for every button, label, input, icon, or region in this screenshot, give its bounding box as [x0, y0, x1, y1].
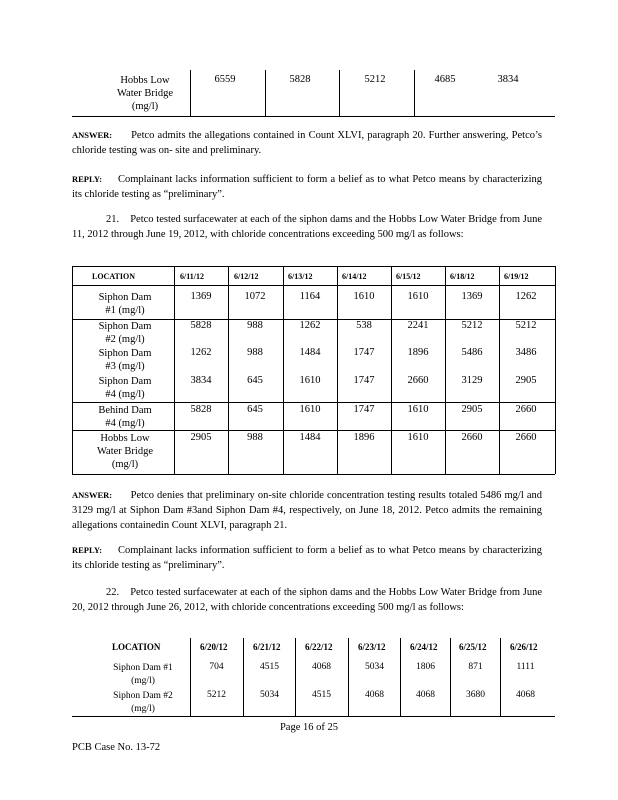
- paragraph-text: Petco tested surfacewater at each of the siphon dams and the Hobbs Low Water Bridge from June 20, 2012 through June 26, 2012, with chloride concentrations exceeding 500 mg/l as follows:: [72, 587, 543, 613]
- table-cell: 1747: [353, 404, 375, 415]
- table-row-label: Siphon Dam #4 (mg/l): [98, 376, 152, 400]
- top-cell: 6559: [214, 74, 236, 85]
- table-rule: [228, 266, 229, 474]
- table-header-date: 6/18/12: [450, 272, 475, 281]
- top-table-divider: [339, 70, 340, 116]
- paragraph-21: [72, 212, 542, 242]
- table-cell: 2905: [515, 375, 537, 386]
- table-rule: [283, 266, 284, 474]
- page-number: Page 16 of 25: [279, 722, 339, 733]
- table-header-date: 6/19/12: [504, 272, 529, 281]
- table-cell: 5486: [461, 347, 483, 358]
- table-row-label: Siphon Dam #2 (mg/l): [113, 691, 173, 714]
- table-cell: 645: [247, 375, 263, 386]
- table-row-label: Siphon Dam #1 (mg/l): [113, 663, 173, 686]
- table-cell: 1610: [299, 404, 321, 415]
- top-cell: 5828: [289, 74, 311, 85]
- table-rule: [500, 638, 501, 716]
- table-header-location: LOCATION: [112, 642, 161, 652]
- paragraph-number: 21.: [106, 214, 120, 225]
- table-cell: 1369: [461, 291, 483, 302]
- table-rule: [555, 266, 556, 474]
- table-cell: 4068: [416, 690, 435, 700]
- answer-20: [72, 128, 542, 158]
- answer-text: Petco denies that preliminary on-site chloride concentration testing results totaled 5486 mg/l and 3129 mg/l at Siphon Dam #3and Siphon Dam #4, respectively, on June 18, 2012. Petco admits the remaining allegations containedin Count XLVI, paragraph 21.: [72, 490, 542, 531]
- table-row-label: Hobbs Low Water Bridge (mg/l): [96, 433, 153, 470]
- table-cell: 1610: [299, 375, 321, 386]
- table-cell: 2905: [461, 404, 483, 415]
- table-cell: 704: [209, 662, 224, 672]
- table-cell: 4068: [312, 662, 331, 672]
- table-cell: 4068: [365, 690, 384, 700]
- table-cell: 5034: [365, 662, 384, 672]
- table-cell: 988: [247, 347, 263, 358]
- table-rule: [450, 638, 451, 716]
- table-cell: 1610: [407, 291, 429, 302]
- table-cell: 2905: [190, 432, 212, 443]
- table-cell: 1747: [353, 375, 375, 386]
- table-rule: [391, 266, 392, 474]
- table-cell: 2660: [407, 375, 429, 386]
- table-header-date: 6/15/12: [396, 272, 421, 281]
- table-header-date: 6/24/12: [410, 642, 438, 652]
- reply-text: Complainant lacks information sufficient to form a belief as to what Petco means by characterizing its chloride testing as “preliminary”.: [72, 174, 542, 200]
- table-cell: 1896: [407, 347, 429, 358]
- table-header-date: 6/13/12: [288, 272, 313, 281]
- table-rule: [337, 266, 338, 474]
- table-cell: 2241: [407, 320, 429, 331]
- table-cell: 1262: [190, 347, 212, 358]
- table-header-location: LOCATION: [92, 272, 135, 281]
- table-rule: [72, 716, 555, 717]
- table-cell: 1484: [299, 347, 321, 358]
- top-table-divider: [190, 70, 191, 116]
- table-rule: [72, 266, 555, 267]
- paragraph-number: 22.: [106, 587, 120, 598]
- table-header-date: 6/25/12: [459, 642, 487, 652]
- table-rule: [72, 430, 555, 431]
- top-cell: 3834: [497, 74, 519, 85]
- table-cell: 871: [468, 662, 483, 672]
- table-rule: [72, 402, 555, 403]
- table-cell: 5828: [190, 320, 212, 331]
- table-header-date: 6/22/12: [305, 642, 333, 652]
- paragraph-22: [72, 585, 542, 615]
- table-rule: [348, 638, 349, 716]
- reply-text: Complainant lacks information sufficient to form a belief as to what Petco means by characterizing its chloride testing as “preliminary”.: [72, 545, 542, 571]
- reply-21: [72, 543, 542, 573]
- table-rule: [72, 285, 555, 286]
- answer-label: ANSWER:: [72, 490, 113, 500]
- table-cell: 1806: [416, 662, 435, 672]
- table-cell: 2660: [515, 404, 537, 415]
- table-header-date: 6/20/12: [200, 642, 228, 652]
- table-rule: [174, 266, 175, 474]
- table-header-date: 6/26/12: [510, 642, 538, 652]
- table-cell: 5212: [461, 320, 483, 331]
- table-cell: 988: [247, 432, 263, 443]
- reply-20: [72, 172, 542, 202]
- table-rule: [72, 474, 555, 475]
- table-cell: 4515: [260, 662, 279, 672]
- table-cell: 5212: [207, 690, 226, 700]
- table-cell: 1610: [353, 291, 375, 302]
- table-cell: 988: [247, 320, 263, 331]
- table-cell: 1164: [299, 291, 321, 302]
- table-rule: [400, 638, 401, 716]
- table-cell: 645: [247, 404, 263, 415]
- table-header-date: 6/11/12: [180, 272, 205, 281]
- table-header-date: 6/12/12: [234, 272, 259, 281]
- table-cell: 2660: [515, 432, 537, 443]
- table-cell: 1111: [516, 662, 535, 672]
- paragraph-text: Petco tested surfacewater at each of the siphon dams and the Hobbs Low Water Bridge from June 11, 2012 through June 19, 2012, with chloride concentrations exceeding 500 mg/l as follows:: [72, 214, 543, 240]
- top-table-divider: [414, 70, 415, 116]
- top-table-bottom-rule: [72, 116, 555, 117]
- top-cell: 5212: [364, 74, 386, 85]
- table-cell: 3680: [466, 690, 485, 700]
- table-rule: [499, 266, 500, 474]
- table-row-label: Behind Dam #4 (mg/l): [98, 405, 152, 429]
- top-cell: 4685: [434, 74, 456, 85]
- table-header-date: 6/14/12: [342, 272, 367, 281]
- table-row-label: Siphon Dam #1 (mg/l): [98, 292, 152, 316]
- table-cell: 5212: [515, 320, 537, 331]
- answer-21: [72, 488, 542, 533]
- table-rule: [445, 266, 446, 474]
- table-rule: [295, 638, 296, 716]
- table-cell: 1072: [244, 291, 266, 302]
- table-row-label: Siphon Dam #2 (mg/l): [98, 321, 152, 345]
- case-number: PCB Case No. 13-72: [72, 742, 161, 753]
- table-cell: 1369: [190, 291, 212, 302]
- table-cell: 3834: [190, 375, 212, 386]
- top-row-label: Hobbs Low Water Bridge (mg/l): [116, 75, 173, 112]
- table-cell: 1747: [353, 347, 375, 358]
- top-table-divider: [265, 70, 266, 116]
- table-cell: 5828: [190, 404, 212, 415]
- table-cell: 1610: [407, 404, 429, 415]
- table-row-label: Siphon Dam #3 (mg/l): [98, 348, 152, 372]
- table-header-date: 6/23/12: [358, 642, 386, 652]
- table-cell: 1484: [299, 432, 321, 443]
- table-cell: 1610: [407, 432, 429, 443]
- table-rule: [190, 638, 191, 716]
- table-rule: [72, 266, 73, 474]
- table-cell: 4068: [516, 690, 535, 700]
- table-cell: 3129: [461, 375, 483, 386]
- table-cell: 5034: [260, 690, 279, 700]
- answer-text: Petco admits the allegations contained in Count XLVI, paragraph 20. Further answering, Petco’s chloride testing was on- site and preliminary.: [72, 130, 543, 156]
- table-cell: 1896: [353, 432, 375, 443]
- reply-label: REPLY:: [72, 545, 103, 555]
- table-cell: 3486: [515, 347, 537, 358]
- table-header-date: 6/21/12: [253, 642, 281, 652]
- answer-label: ANSWER:: [72, 130, 113, 140]
- reply-label: REPLY:: [72, 174, 103, 184]
- table-rule: [243, 638, 244, 716]
- table-cell: 1262: [299, 320, 321, 331]
- table-cell: 1262: [515, 291, 537, 302]
- table-cell: 538: [356, 320, 372, 331]
- table-cell: 2660: [461, 432, 483, 443]
- table-cell: 4515: [312, 690, 331, 700]
